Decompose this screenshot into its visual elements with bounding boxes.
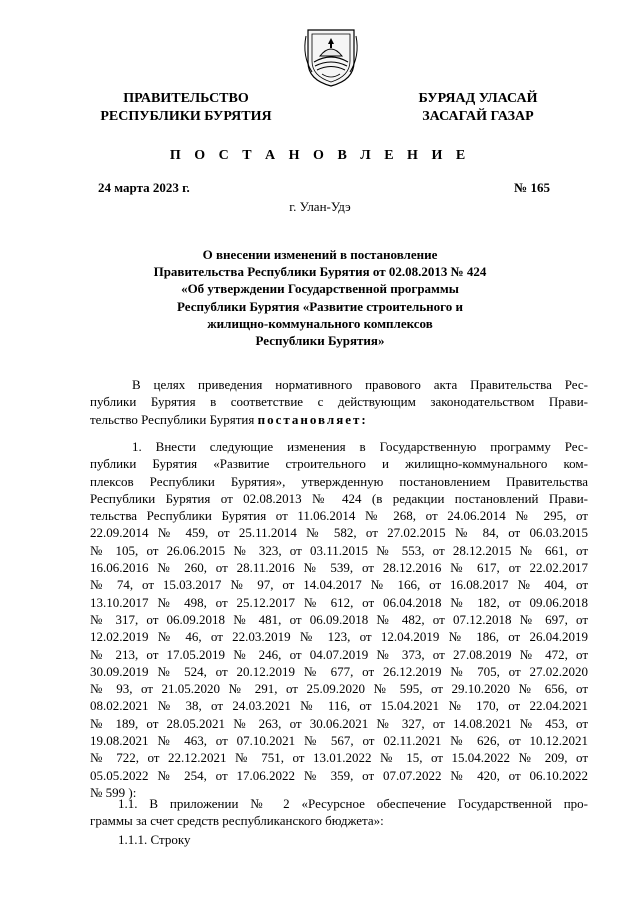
paragraph-line: 19.08.2021 № 463, от 07.10.2021 № 567, от 02.11.2021 № 626, от 10.12.2021 [90,733,588,749]
amendment-paragraph-1 [90,438,588,801]
document-date: 24 марта 2023 г. [98,180,190,195]
paragraph-line: В целях приведения нормативного правового акта Правительства Рес- [132,377,588,392]
amendment-paragraph-1-1-1 [90,831,588,848]
paragraph-line: № 722, от 22.12.2021 № 751, от 13.01.2022 № 15, от 15.04.2022 № 209, от [90,750,588,766]
document-type-title: П О С Т А Н О В Л Е Н И Е [169,148,471,163]
paragraph-line: 1.1.1. Строку [118,832,191,847]
paragraph-line: тельства Республики Бурятия от 11.06.2014 № 268, от 24.06.2014 № 295, от [90,508,588,524]
subject-line: Республики Бурятия «Развитие строительного и [177,298,463,314]
paragraph-text: тельство Республики Бурятия [90,411,255,427]
paragraph-line: № 93, от 21.05.2020 № 291, от 25.09.2020 № 595, от 29.10.2020 № 656, от [90,681,588,697]
paragraph-line: 1.1. В приложении № 2 «Ресурсное обеспечение Государственной про- [118,796,588,811]
paragraph-line: граммы за счет средств республиканского бюджета»: [90,813,384,829]
coat-of-arms-emblem [300,22,362,88]
paragraph-line: № 317, от 06.09.2018 № 481, от 06.09.2018 № 482, от 07.12.2018 № 697, от [90,611,588,627]
paragraph-line: 08.02.2021 № 38, от 24.03.2021 № 116, от 15.04.2021 № 170, от 22.04.2021 [90,698,588,714]
government-name-line1: ПРАВИТЕЛЬСТВО [123,91,249,106]
government-name-line2: РЕСПУБЛИКИ БУРЯТИЯ [100,109,272,124]
government-name-russian [86,90,286,126]
paragraph-line: № 599 ): [90,784,137,800]
document-number: № 165 [514,180,550,195]
amendment-paragraph-1-1 [90,795,588,830]
paragraph-line: № 189, от 28.05.2021 № 263, от 30.06.2021 № 327, от 14.08.2021 № 453, от [90,715,588,731]
document-subject [100,246,540,349]
decree-word: постановляет: [257,411,368,427]
paragraph-line: № 213, от 17.05.2019 № 246, от 04.07.2019 № 373, от 27.08.2019 № 472, от [90,646,588,662]
paragraph-line: 12.02.2019 № 46, от 22.03.2019 № 123, от 12.04.2019 № 186, от 26.04.2019 [90,629,588,645]
paragraph-line: плексов Республики Бурятия», утвержденную постановлением Правительства [90,473,588,489]
paragraph-line: 16.06.2016 № 260, от 28.11.2016 № 539, от 28.12.2016 № 617, от 22.02.2017 [90,560,588,576]
paragraph-line: Республики Бурятия от 02.08.2013 № 424 (в редакции постановлений Прави- [90,490,588,506]
government-name-buryat [398,90,558,126]
document-city: г. Улан-Удэ [289,199,351,214]
government-name-buryat-line1: БУРЯАД УЛАСАЙ [418,91,538,106]
paragraph-line: 05.05.2022 № 254, от 17.06.2022 № 359, от 07.07.2022 № 420, от 06.10.2022 [90,767,588,783]
paragraph-line [90,411,588,428]
paragraph-line: 13.10.2017 № 498, от 25.12.2017 № 612, от 06.04.2018 № 182, от 09.06.2018 [90,594,588,610]
paragraph-line: 22.09.2014 № 459, от 25.11.2014 № 582, от 27.02.2015 № 84, от 06.03.2015 [90,525,588,541]
subject-line: Правительства Республики Бурятия от 02.08.2013 № 424 [153,264,487,280]
paragraph-line: № 74, от 15.03.2017 № 97, от 14.04.2017 № 166, от 16.08.2017 № 404, от [90,577,588,593]
paragraph-line: публики Бурятия в соответствие с действующим законодательством Прави- [90,394,588,410]
subject-line: «Об утверждении Государственной программы [181,281,459,297]
preamble-paragraph [90,376,588,428]
subject-line: О внесении изменений в постановление [202,247,438,262]
subject-line: Республики Бурятия» [255,333,385,349]
government-name-buryat-line2: ЗАСАГАЙ ГАЗАР [422,109,534,124]
paragraph-line: публики Бурятия «Развитие строительного и жилищно-коммунального ком- [90,456,588,472]
paragraph-line: № 105, от 26.06.2015 № 323, от 03.11.2015 № 553, от 28.12.2015 № 661, от [90,542,588,558]
paragraph-line: 1. Внести следующие изменения в Государственную программу Рес- [132,439,588,454]
subject-line: жилищно-коммунального комплексов [207,315,433,331]
paragraph-line: 30.09.2019 № 524, от 20.12.2019 № 677, от 26.12.2019 № 705, от 27.02.2020 [90,663,588,679]
